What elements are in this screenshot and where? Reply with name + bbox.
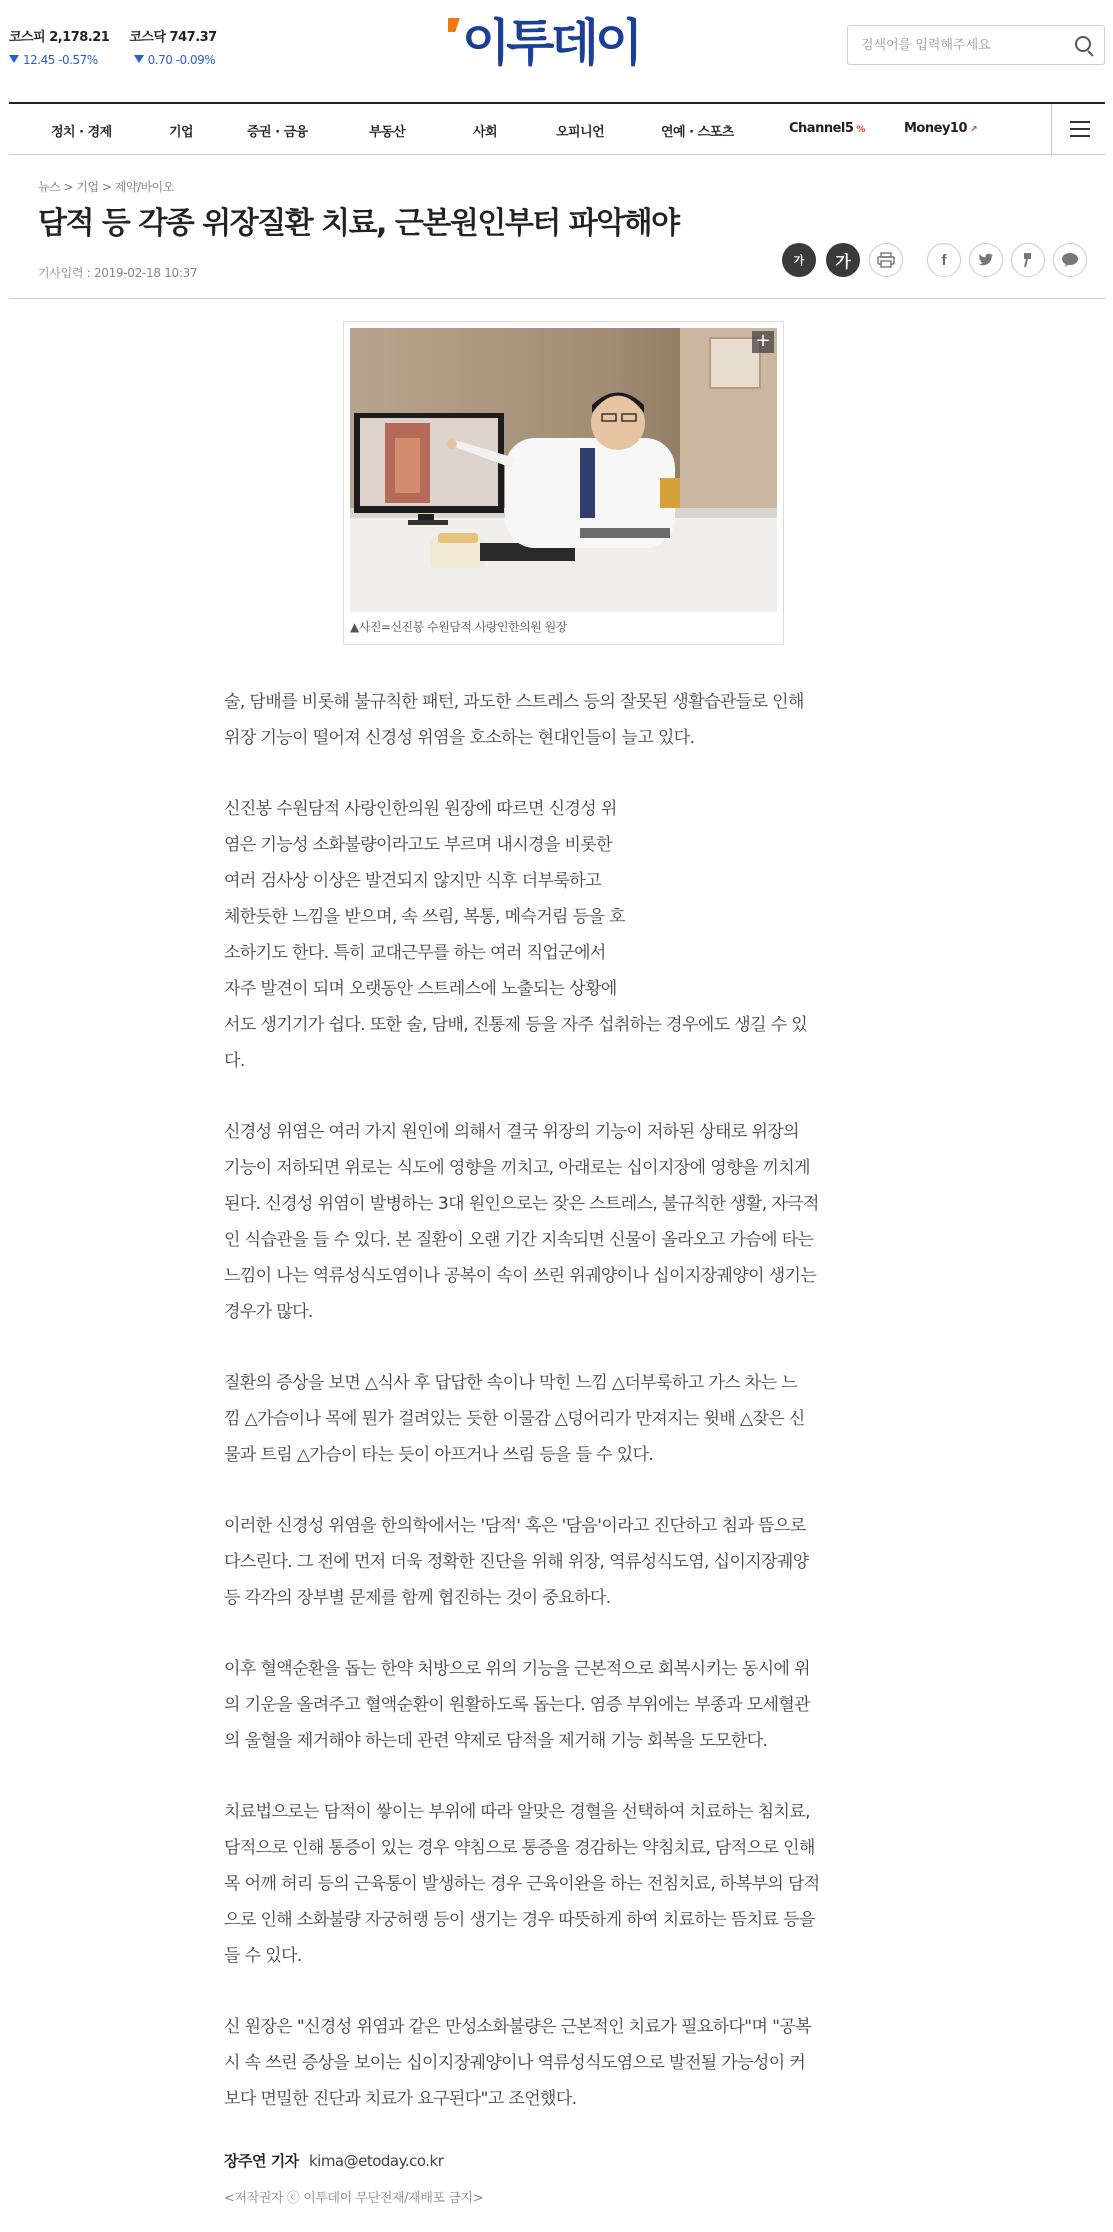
copyright-notice: <저작권자 ⓒ 이투데이 무단전재/재배포 금지> <box>224 2191 484 2206</box>
nav-item-real-estate[interactable]: 부동산 <box>369 125 406 140</box>
article-tools <box>0 243 1113 279</box>
nav-item-entertainment-sports[interactable]: 연예 · 스포츠 <box>661 125 734 140</box>
nav-item-opinion[interactable]: 오피니언 <box>556 125 605 140</box>
percent-icon: % <box>856 125 865 135</box>
down-arrow-icon <box>9 55 19 63</box>
reporter-byline <box>224 2150 443 2171</box>
article-body <box>224 684 904 2152</box>
facebook-share-icon[interactable]: f <box>927 243 961 277</box>
font-increase-button[interactable]: 가 <box>826 243 860 277</box>
main-nav <box>9 102 1105 155</box>
search-input[interactable] <box>848 26 1064 64</box>
nav-item-society[interactable]: 사회 <box>473 125 498 140</box>
kospi-index[interactable]: 코스피 2,178.21 <box>9 30 110 45</box>
article-paragraph: 술, 담배를 비롯해 불규칙한 패턴, 과도한 스트레스 등의 잘못된 생활습관들로 인해 위장 기능이 떨어져 신경성 위염을 호소하는 현대인들이 늘고 있다. <box>224 692 804 748</box>
kosdaq-index[interactable]: 코스닥 747.37 <box>129 30 217 45</box>
article-paragraph: 치료법으로는 담적이 쌓이는 부위에 따라 알맞은 경혈을 선택하여 치료하는 침치료, 담적으로 인해 통증이 있는 경우 약침으로 통증을 경감하는 약침치료, 담적으로 인해 목 어깨 허리 등의 근육통이 발생하는 경우 근육이완을 하는 전침치료, 하복부의 담적 으로 인해 소화불량 자궁허랭 등이 생기는 경우 따뜻하게 하여 치료하는 뜸치료 등을 들 수 있다. <box>224 1802 820 1966</box>
reporter-name: 장주연 기자 <box>224 2152 299 2170</box>
search-box <box>847 25 1105 65</box>
photo-caption: ▲사진=신진봉 수원담적 사랑인한의원 원장 <box>350 620 567 634</box>
kakaostory-share-icon[interactable] <box>1011 243 1045 277</box>
article-date: 기사입력 : 2019-02-18 10:37 <box>38 266 198 280</box>
nav-item-finance[interactable]: 증권 · 금융 <box>247 125 308 140</box>
article-paragraph: 신경성 위염은 여러 가지 원인에 의해서 결국 위장의 기능이 저하된 상태로 위장의 기능이 저하되면 위로는 식도에 영향을 끼치고, 아래로는 십이지장에 영향을 끼치게 된다. 신경성 위염이 발병하는 3대 원인으로는 잦은 스트레스, 불규칙한 생활, 자극적 인 식습관을 들 수 있다. 본 질환이 오랜 기간 지속되면 신물이 올라오고 가슴에 타는 느낌이 나는 역류성식도염이나 공복이 속이 쓰린 위궤양이나 십이지장궤양이 생기는 경우가 많다. <box>224 1122 819 1322</box>
article-paragraph: 신 원장은 "신경성 위염과 같은 만성소화불량은 근본적인 치료가 필요하다"며 "공복 시 속 쓰린 증상을 보이는 십이지장궤양이나 역류성식도염으로 발전될 가능성이 커 보다 면밀한 진단과 치료가 요구된다"고 조언했다. <box>224 2017 812 2109</box>
site-logo[interactable]: 이투데이 <box>448 12 639 74</box>
nav-item-channel5[interactable]: Channel5 % <box>789 121 865 136</box>
site-header <box>0 0 1113 100</box>
hamburger-menu-icon[interactable] <box>1051 104 1105 154</box>
article-paragraph: 신진봉 수원담적 사랑인한의원 원장에 따르면 신경성 위 염은 기능성 소화불량이라고도 부르며 내시경을 비롯한 여러 검사상 이상은 발견되지 않지만 식후 더부룩하고 체한듯한 느낌을 받으며, 속 쓰림, 복통, 메슥거림 등을 호 소하기도 한다. 특히 교대근무를 하는 여러 직업군에서 자주 발견이 되며 오랫동안 스트레스에 노출되는 상황에 서도 생기기가 쉽다. 또한 술, 담배, 진통제 등을 자주 섭취하는 경우에도 생길 수 있 다. <box>224 799 808 1071</box>
zoom-plus-icon[interactable]: + <box>752 331 774 353</box>
trend-up-icon: ↗ <box>970 125 978 135</box>
kakaotalk-share-icon[interactable] <box>1053 243 1087 277</box>
search-icon[interactable] <box>1064 26 1104 64</box>
kospi-change: 12.45 -0.57% <box>9 53 98 67</box>
reporter-email[interactable]: kima@etoday.co.kr <box>308 2152 444 2170</box>
nav-item-money10[interactable]: Money10 ↗ <box>904 121 978 136</box>
header-divider <box>9 298 1105 299</box>
twitter-share-icon[interactable] <box>969 243 1003 277</box>
nav-item-politics-economy[interactable]: 정치 · 경제 <box>51 125 112 140</box>
article-figure <box>343 321 784 645</box>
article-paragraph: 이러한 신경성 위염을 한의학에서는 '담적' 혹은 '담음'이라고 진단하고 침과 뜸으로 다스린다. 그 전에 먼저 더욱 정확한 진단을 위해 위장, 역류성식도염, 십이지장궤양 등 각각의 장부별 문제를 함께 협진하는 것이 중요하다. <box>224 1516 809 1608</box>
down-arrow-icon <box>134 55 144 63</box>
article-photo[interactable] <box>350 328 777 612</box>
market-ticker[interactable] <box>9 26 217 67</box>
logo-accent-mark <box>448 18 460 32</box>
article-title: 담적 등 각종 위장질환 치료, 근본원인부터 파악해야 <box>38 206 679 241</box>
article-paragraph: 질환의 증상을 보면 △식사 후 답답한 속이나 막힌 느낌 △더부룩하고 가스 차는 느 낌 △가슴이나 목에 뭔가 걸려있는 듯한 이물감 △덩어리가 만져지는 윗배 △잦은 신 물과 트림 △가슴이 타는 듯이 아프거나 쓰림 등을 들 수 있다. <box>224 1373 805 1465</box>
font-decrease-button[interactable]: 가 <box>782 243 816 277</box>
print-icon[interactable] <box>869 243 903 277</box>
nav-item-business[interactable]: 기업 <box>169 125 194 140</box>
kosdaq-change: 0.70 -0.09% <box>134 53 215 67</box>
article-paragraph: 이후 혈액순환을 돕는 한약 처방으로 위의 기능을 근본적으로 회복시키는 동시에 위 의 기운을 올려주고 혈액순환이 원활하도록 돕는다. 염증 부위에는 부종과 모세혈관 의 울혈을 제거해야 하는데 관련 약제로 담적을 제거해 기능 회복을 도모한다. <box>224 1659 810 1751</box>
breadcrumb[interactable]: 뉴스 > 기업 > 제약/바이오 <box>38 180 174 194</box>
